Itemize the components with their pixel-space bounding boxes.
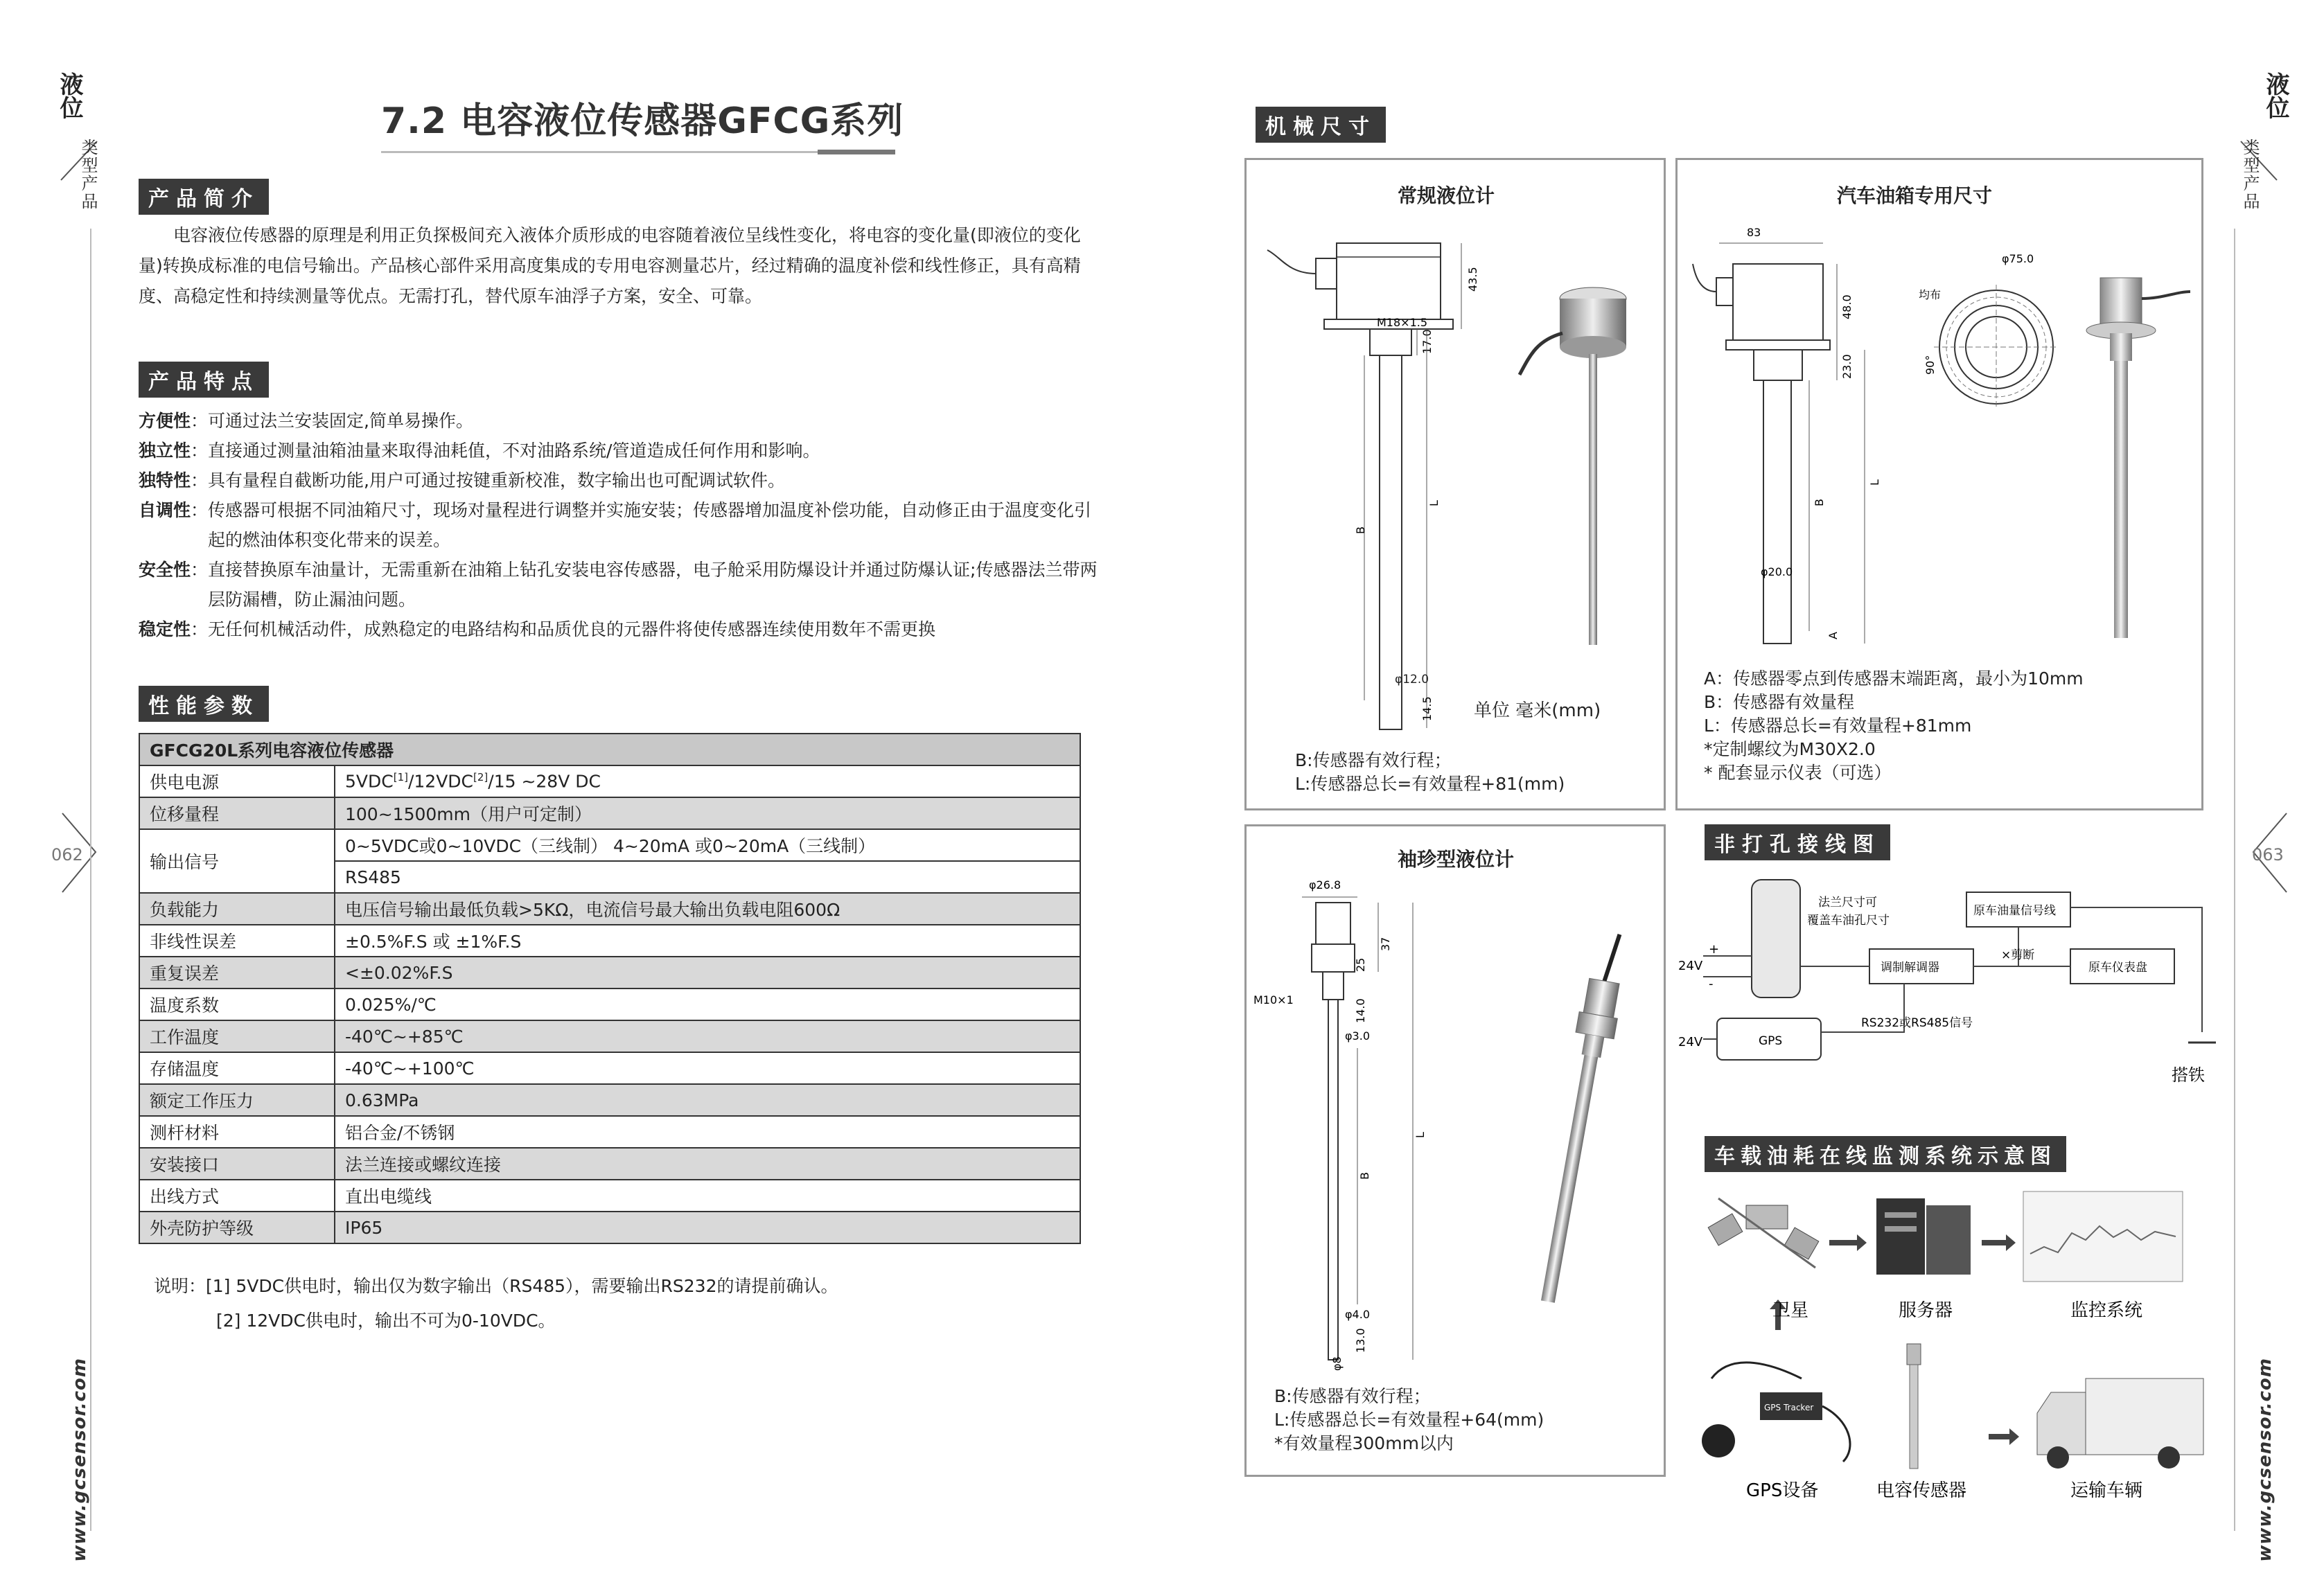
left-tab-main: 液位 (55, 72, 83, 119)
dim-m10: M10×1 (1253, 993, 1294, 1007)
wiring-cut: ×剪断 (2001, 948, 2035, 962)
dim-b2: B (1813, 499, 1826, 506)
box2-note-display: * 配套显示仪表（可选） (1704, 763, 1892, 783)
feature-item (139, 614, 1109, 644)
mini-gauge-drawing (1253, 875, 1482, 1381)
feature-label: 独特性 (139, 470, 191, 490)
page-title: 7.2 电容液位传感器GFCG系列 (381, 100, 904, 142)
box1-note2: L:传感器总长=有效量程+81(mm) (1295, 774, 1565, 794)
table-row (139, 765, 1080, 797)
param-key: 供电电源 (139, 765, 335, 797)
feature-text: ：无任何机械活动件，成熟稳定的电路结构和品质优良的元器件将使传感器连续使用数年不需更换 (191, 619, 936, 639)
param-value: 直出电缆线 (335, 1180, 1080, 1212)
box1-title: 常规液位计 (1398, 184, 1495, 207)
param-key: 测杆材料 (139, 1116, 335, 1148)
dim-l: L (1427, 500, 1441, 506)
param-key: 输出信号 (139, 829, 335, 893)
wiring-24v-a: 24V (1678, 959, 1703, 973)
wiring-heading: 非打孔接线图 (1705, 824, 1890, 860)
param-key: 负载能力 (139, 893, 335, 925)
dim-m18: M18×1.5 (1377, 316, 1428, 329)
system-heading: 车载油耗在线监测系统示意图 (1705, 1136, 2066, 1172)
table-row (139, 1084, 1080, 1116)
vehicle-tank-photo (2079, 264, 2197, 652)
box-standard-gauge (1244, 158, 1666, 810)
feature-text: ：可通过法兰安装固定,简单易操作。 (191, 411, 473, 431)
flange-top-view (1913, 243, 2066, 423)
box2-title: 汽车油箱专用尺寸 (1837, 184, 1993, 207)
table-title: GFCG20L系列电容液位传感器 (139, 734, 1080, 765)
monitor-icon (2023, 1191, 2183, 1282)
param-value: -40℃~+100℃ (335, 1052, 1080, 1084)
table-row (139, 829, 1080, 861)
param-value: 0.025%/℃ (335, 988, 1080, 1020)
dim-25: 25 (1354, 957, 1367, 972)
box3-note-l: L:传感器总长=有效量程+64(mm) (1274, 1410, 1544, 1430)
left-website: www.gcsensor.com (69, 1358, 90, 1562)
dim-phi3: φ3.0 (1345, 1029, 1370, 1043)
dim-phi26-8: φ26.8 (1309, 878, 1341, 892)
dim-83: 83 (1747, 226, 1761, 239)
title-underline-accent (818, 150, 895, 154)
title-underline (381, 151, 894, 153)
features-heading: 产品特点 (139, 362, 269, 398)
param-value: <±0.02%F.S (335, 957, 1080, 988)
feature-text: ：传感器可根据不同油箱尺寸，现场对量程进行调整并实施安装；传感器增加温度补偿功能，自动修正由于温度变化引起的燃油体积变化带来的误差。 (191, 500, 1092, 550)
right-side-tab (2252, 72, 2314, 119)
param-value: 电压信号输出最低负载>5KΩ，电流信号最大输出负载电阻600Ω (335, 893, 1080, 925)
param-value: 0.63MPa (335, 1084, 1080, 1116)
wiring-24v-b: 24V (1678, 1035, 1703, 1049)
dim-23: 23.0 (1840, 354, 1854, 379)
right-website: www.gcsensor.com (2255, 1358, 2275, 1562)
box2-note-thread: *定制螺纹为M30X2.0 (1704, 739, 1876, 759)
dim-phi75: φ75.0 (2002, 252, 2034, 265)
right-page-number: 063 (2252, 845, 2284, 865)
features-list (139, 406, 1109, 644)
table-row (139, 925, 1080, 957)
param-key: 温度系数 (139, 988, 335, 1020)
intro-text: 电容液位传感器的原理是利用正负探极间充入液体介质形成的电容随着液位呈线性变化，将电容的变化量(即液位的变化量)转换成标准的电信号输出。产品核心部件采用高度集成的专用电容测量芯片，经过精确的温度补偿和线性修正，具有高精度、高稳定性和持续测量等优点。无需打孔，替代原车油浮子方案，安全、可靠。 (139, 225, 1081, 306)
dim-37: 37 (1379, 937, 1392, 951)
wiring-ground: 搭铁 (2172, 1065, 2205, 1085)
mech-heading: 机械尺寸 (1256, 107, 1386, 143)
label-monitor: 监控系统 (2070, 1300, 2143, 1321)
param-key: 额定工作压力 (139, 1084, 335, 1116)
left-tab-sub: 类型产品 (78, 139, 98, 211)
table-row (139, 1212, 1080, 1243)
table-row (139, 957, 1080, 988)
param-value: -40℃~+85℃ (335, 1020, 1080, 1052)
wiring-gps: GPS (1759, 1034, 1783, 1048)
dim-43-5: 43.5 (1466, 267, 1479, 292)
feature-item (139, 406, 1109, 436)
label-vehicle: 运输车辆 (2070, 1480, 2143, 1501)
wiring-flange-text: 法兰尺寸可 (1818, 896, 1877, 910)
vehicle-tank-drawing (1691, 215, 1934, 659)
dim-17: 17.0 (1420, 329, 1434, 354)
param-key: 存储温度 (139, 1052, 335, 1084)
param-key: 重复误差 (139, 957, 335, 988)
wiring-rs: RS232或RS485信号 (1861, 1016, 1973, 1030)
params-heading: 性能参数 (139, 686, 269, 722)
param-value: 5VDC[1]/12VDC[2]/15 ~28V DC (335, 765, 1080, 797)
right-tab-main: 液位 (2262, 72, 2289, 119)
truck-icon (2037, 1378, 2203, 1469)
box2-note-l: L：传感器总长=有效量程+81mm (1704, 716, 1972, 736)
box2-note-a: A：传感器零点到传感器末端距离，最小为10mm (1704, 668, 2084, 689)
feature-text: ：直接替换原车油量计，无需重新在油箱上钻孔安装电容传感器，电子舱采用防爆设计并通过防爆认证;传感器法兰带两层防漏槽，防止漏油问题。 (191, 560, 1098, 610)
note-2: [2] 12VDC供电时，输出不可为0-10VDC。 (216, 1311, 556, 1331)
table-title-row (139, 734, 1080, 765)
flange-block (1752, 880, 1800, 998)
param-value: IP65 (335, 1212, 1080, 1243)
feature-text: ：直接通过测量油箱油量来取得油耗值，不对油路系统/管道造成任何作用和影响。 (191, 441, 820, 461)
param-value: RS485 (335, 861, 1080, 893)
satellite-icon (1708, 1198, 1819, 1268)
param-value: 0~5VDC或0~10VDC（三线制） 4~20mA 或0~20mA（三线制） (335, 829, 1080, 861)
dim-13: 13.0 (1354, 1328, 1367, 1353)
box-mini-gauge (1244, 824, 1666, 1477)
gps-tracker-text: GPS Tracker (1764, 1403, 1814, 1412)
capacitive-sensor-icon (1907, 1344, 1921, 1469)
box3-title: 袖珍型液位计 (1398, 848, 1515, 871)
param-key: 出线方式 (139, 1180, 335, 1212)
left-margin-line (90, 229, 91, 1531)
feature-label: 安全性 (139, 560, 191, 580)
feature-text: ：具有量程自截断功能,用户可通过按键重新校准，数字输出也可配调试软件。 (191, 470, 785, 490)
feature-label: 独立性 (139, 441, 191, 461)
dim-b3: B (1358, 1172, 1371, 1180)
wiring-diagram (1675, 866, 2216, 1094)
dim-a: A (1826, 632, 1840, 639)
system-diagram (1691, 1171, 2210, 1503)
box3-note-b: B:传感器有效行程； (1274, 1386, 1431, 1406)
feature-item (139, 495, 1109, 555)
table-row (139, 1180, 1080, 1212)
feature-item (139, 436, 1109, 466)
table-row (139, 1148, 1080, 1180)
dim-l3: L (1414, 1132, 1427, 1138)
label-sensor: 电容传感器 (1876, 1480, 1967, 1501)
right-tab-sub: 类型产品 (2240, 139, 2260, 211)
wiring-minus: - (1709, 977, 1714, 991)
feature-label: 方便性 (139, 411, 191, 431)
server-icon (1876, 1198, 1971, 1275)
table-row (139, 1116, 1080, 1148)
dim-b: B (1354, 526, 1367, 534)
right-margin-line (2234, 229, 2235, 1531)
label-satellite: 卫星 (1772, 1300, 1809, 1321)
param-value: 法兰连接或螺纹连接 (335, 1148, 1080, 1180)
left-page-number: 062 (51, 845, 83, 865)
box-vehicle-tank (1675, 158, 2203, 810)
feature-item (139, 466, 1109, 495)
feature-label: 自调性 (139, 500, 191, 520)
mini-gauge-photo (1510, 930, 1648, 1318)
dim-l2: L (1868, 479, 1881, 486)
label-gps-device: GPS设备 (1746, 1480, 1819, 1501)
dim-48: 48.0 (1840, 294, 1854, 319)
box1-unit: 单位 毫米(mm) (1474, 700, 1601, 721)
param-value: 铝合金/不锈钢 (335, 1116, 1080, 1148)
table-row (139, 893, 1080, 925)
table-row (139, 797, 1080, 829)
param-value: 100~1500mm（用户可定制） (335, 797, 1080, 829)
dim-phi20: φ20.0 (1761, 565, 1793, 578)
note-1: 说明：[1] 5VDC供电时，输出仅为数字输出（RS485），需要输出RS232的请提前确认。 (154, 1276, 838, 1296)
table-row (139, 988, 1080, 1020)
dim-14-5: 14.5 (1420, 696, 1434, 721)
dim-14: 14.0 (1354, 998, 1367, 1023)
param-key: 工作温度 (139, 1020, 335, 1052)
spec-table (139, 733, 1081, 1244)
param-key: 非线性误差 (139, 925, 335, 957)
param-key: 安装接口 (139, 1148, 335, 1180)
dim-phi8: φ8 (1330, 1356, 1344, 1371)
box1-note1: B:传感器有效行程； (1295, 750, 1452, 770)
wiring-orig-meter: 原车仪表盘 (2088, 961, 2147, 975)
wiring-modem: 调制解调器 (1881, 961, 1939, 975)
wiring-orig-signal: 原车油量信号线 (1973, 904, 2056, 918)
wiring-plus: + (1709, 942, 1720, 957)
dim-phi12: φ12.0 (1395, 673, 1429, 686)
standard-gauge-photo (1517, 271, 1655, 659)
feature-item (139, 555, 1109, 614)
box3-note-range: *有效量程300mm以内 (1274, 1433, 1454, 1453)
wiring-flange-text2: 覆盖车油孔尺寸 (1807, 914, 1890, 928)
dim-uniform: 均布 (1919, 288, 1942, 301)
box2-note-b: B：传感器有效量程 (1704, 692, 1855, 712)
table-row (139, 1052, 1080, 1084)
dim-phi4: φ4.0 (1345, 1308, 1370, 1321)
label-server: 服务器 (1899, 1300, 1953, 1321)
intro-heading: 产品简介 (139, 179, 269, 215)
param-value: ±0.5%F.S 或 ±1%F.S (335, 925, 1080, 957)
table-row (139, 1020, 1080, 1052)
param-key: 位移量程 (139, 797, 335, 829)
left-side-tab (46, 72, 108, 119)
param-key: 外壳防护等级 (139, 1212, 335, 1243)
feature-label: 稳定性 (139, 619, 191, 639)
dim-90deg: 90° (1924, 355, 1937, 375)
